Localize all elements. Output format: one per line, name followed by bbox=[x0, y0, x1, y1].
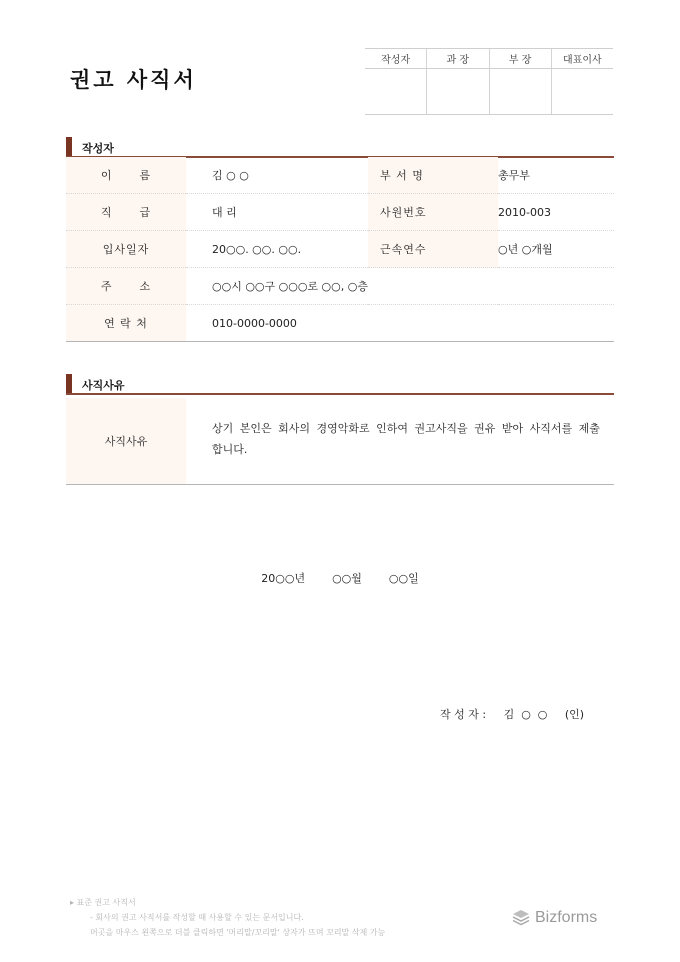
rank-label: 직 급 bbox=[66, 194, 186, 231]
signature-label: 작 성 자 : bbox=[440, 708, 487, 721]
approval-sign-director[interactable] bbox=[489, 69, 551, 115]
name-value[interactable]: 김 ○ ○ bbox=[186, 157, 368, 194]
signature-name[interactable]: 김 ○ ○ bbox=[503, 708, 548, 721]
reason-text[interactable]: 상기 본인은 회사의 경영악화로 인하여 권고사직을 권유 받아 사직서를 제출합니다. bbox=[212, 422, 600, 456]
name-label: 이 름 bbox=[66, 157, 186, 194]
signature-line bbox=[440, 706, 598, 722]
section-marker bbox=[66, 374, 72, 393]
empno-value[interactable]: 2010-003 bbox=[498, 194, 614, 231]
section-divider bbox=[66, 393, 614, 395]
section-title-reason: 사직사유 bbox=[82, 379, 125, 392]
approval-sign-ceo[interactable] bbox=[551, 69, 613, 115]
approval-table bbox=[365, 48, 613, 115]
dept-value[interactable]: 총무부 bbox=[498, 157, 614, 194]
address-label: 주 소 bbox=[66, 268, 186, 305]
approval-sign-writer[interactable] bbox=[365, 69, 427, 115]
address-value[interactable]: ○○시 ○○구 ○○○로 ○○, ○층 bbox=[186, 268, 614, 305]
contact-label: 연 락 처 bbox=[66, 305, 186, 342]
approval-header-writer: 작성자 bbox=[365, 49, 427, 69]
approval-header-manager: 과 장 bbox=[427, 49, 489, 69]
reason-label: 사직사유 bbox=[66, 398, 186, 484]
document-date[interactable]: 20○○년 ○○월 ○○일 bbox=[261, 572, 419, 585]
signature-seal: (인) bbox=[564, 708, 585, 721]
footer-line-3: 머곳을 마우스 왼쪽으로 더블 클릭하면 '머리말/꼬리말' 상자가 뜨며 꼬리말 삭제 가능 bbox=[90, 928, 386, 937]
reason-block bbox=[66, 398, 614, 485]
footer-line-1: ▸ 표준 권고 사직서 bbox=[70, 898, 136, 907]
rank-value[interactable]: 대 리 bbox=[186, 194, 368, 231]
footer-line-2: - 회사의 권고 사직서를 작성할 때 사용할 수 있는 문서입니다. bbox=[90, 913, 304, 922]
tenure-label: 근속연수 bbox=[368, 231, 498, 268]
join-date-value[interactable]: 20○○. ○○. ○○. bbox=[186, 231, 368, 268]
footer-note bbox=[70, 895, 385, 940]
dept-label: 부 서 명 bbox=[368, 157, 498, 194]
approval-sign-manager[interactable] bbox=[427, 69, 489, 115]
contact-value[interactable]: 010-0000-0000 bbox=[186, 305, 614, 342]
document-title: 권고 사직서 bbox=[70, 68, 197, 92]
empno-label: 사원번호 bbox=[368, 194, 498, 231]
bizforms-logo-icon bbox=[512, 909, 530, 927]
approval-header-ceo: 대표이사 bbox=[551, 49, 613, 69]
bizforms-logo bbox=[512, 909, 597, 927]
writer-info-table bbox=[66, 157, 614, 342]
approval-header-director: 부 장 bbox=[489, 49, 551, 69]
join-date-label: 입사일자 bbox=[66, 231, 186, 268]
section-marker bbox=[66, 137, 72, 156]
bizforms-logo-text: Bizforms bbox=[535, 909, 598, 926]
section-title-writer: 작성자 bbox=[82, 142, 114, 155]
tenure-value[interactable]: ○년 ○개월 bbox=[498, 231, 614, 268]
